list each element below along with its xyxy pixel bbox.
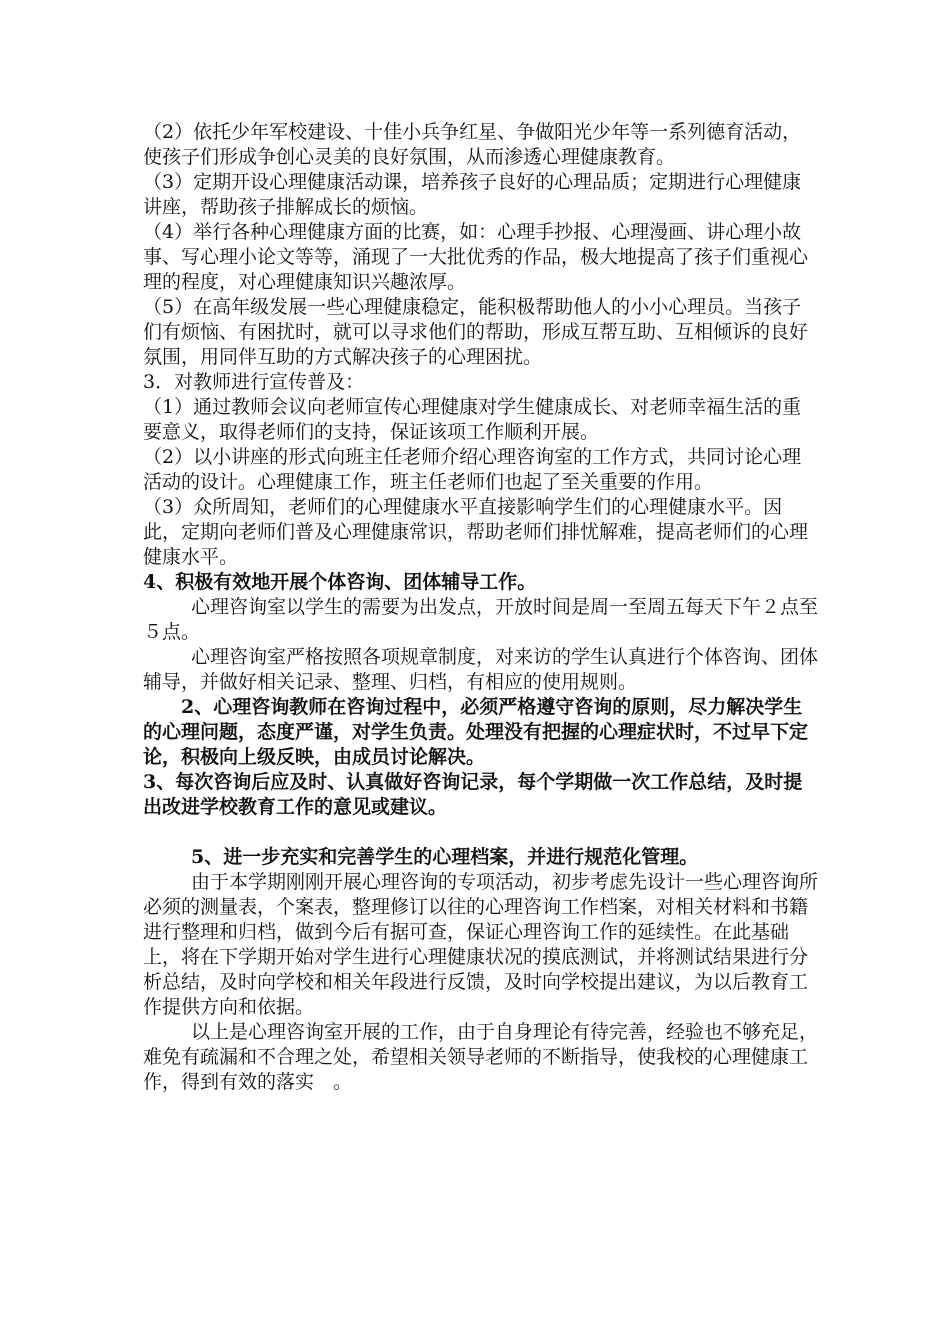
paragraph-conclusion: 以上是心理咨询室开展的工作，由于自身理论有待完善，经验也不够充足，难免有疏漏和不合理之处，希望相关领导老师的不断指导，使我校的心理健康工作，得到有效的落实 。 xyxy=(143,1021,819,1093)
paragraph-student-5: （5）在高年级发展一些心理健康稳定，能积极帮助他人的小小心理员。当孩子们有烦恼、有困扰时，就可以寻求他们的帮助，形成互帮互助、互相倾诉的良好氛围，用同伴互助的方式解决孩子的心理困扰。 xyxy=(143,296,809,368)
paragraph-counseling-principles: 2、心理咨询教师在咨询过程中，必须严格遵守咨询的原则，尽力解决学生的心理问题，态度严谨，对学生负责。处理没有把握的心理症状时，不过早下定论，积极向上级反映，由成员讨论解决。 xyxy=(143,696,809,768)
paragraph-student-3: （3）定期开设心理健康活动课，培养孩子良好的心理品质；定期进行心理健康讲座，帮助孩子排解成长的烦恼。 xyxy=(143,171,802,218)
paragraph-counseling-records: 3、每次咨询后应及时、认真做好咨询记录，每个学期做一次工作总结，及时提出改进学校教育工作的意见或建议。 xyxy=(143,771,803,818)
paragraph-student-4: （4）举行各种心理健康方面的比赛，如：心理手抄报、心理漫画、讲心理小故事、写心理小论文等等，涌现了一大批优秀的作品，极大地提高了孩子们重视心理的程度，对心理健康知识兴趣浓厚。 xyxy=(143,221,809,293)
section-heading-archives: 5、进一步充实和完善学生的心理档案，并进行规范化管理。 xyxy=(191,846,699,868)
document-body xyxy=(143,120,819,1095)
paragraph-student-2: （2）依托少年军校建设、十佳小兵争红星、争做阳光少年等一系列德育活动，使孩子们形成争创心灵美的良好氛围，从而渗透心理健康教育。 xyxy=(143,121,802,168)
section-heading-teachers: 3．对教师进行宣传普及： xyxy=(143,371,365,393)
section-heading-counseling: 4、积极有效地开展个体咨询、团体辅导工作。 xyxy=(143,571,537,593)
paragraph-opening-hours: 心理咨询室以学生的需要为出发点，开放时间是周一至周五每天下午２点至５点。 xyxy=(143,596,819,643)
paragraph-archives-plan: 由于本学期刚刚开展心理咨询的专项活动，初步考虑先设计一些心理咨询所必须的测量表，个案表，整理修订以往的心理咨询工作档案，对相关材料和书籍进行整理和归档，做到今后有据可查，保证心理咨询工作的延续性。在此基础上，将在下学期开始对学生进行心理健康状况的摸底测试，并将测试结果进行分析总结，及时向学校和相关年段进行反馈，及时向学校提出建议，为以后教育工作提供方向和依据。 xyxy=(143,871,819,1018)
paragraph-teacher-2: （2）以小讲座的形式向班主任老师介绍心理咨询室的工作方式，共同讨论心理活动的设计。心理健康工作，班主任老师们也起了至关重要的作用。 xyxy=(143,446,802,493)
paragraph-rules: 心理咨询室严格按照各项规章制度，对来访的学生认真进行个体咨询、团体辅导，并做好相关记录、整理、归档，有相应的使用规则。 xyxy=(143,646,819,693)
paragraph-teacher-3: （3）众所周知，老师们的心理健康水平直接影响学生们的心理健康水平。因此，定期向老师们普及心理健康常识，帮助老师们排忧解难，提高老师们的心理健康水平。 xyxy=(143,496,809,568)
blank-line xyxy=(143,820,819,845)
paragraph-teacher-1: （1）通过教师会议向老师宣传心理健康对学生健康成长、对老师幸福生活的重要意义，取得老师们的支持，保证该项工作顺利开展。 xyxy=(143,396,802,443)
